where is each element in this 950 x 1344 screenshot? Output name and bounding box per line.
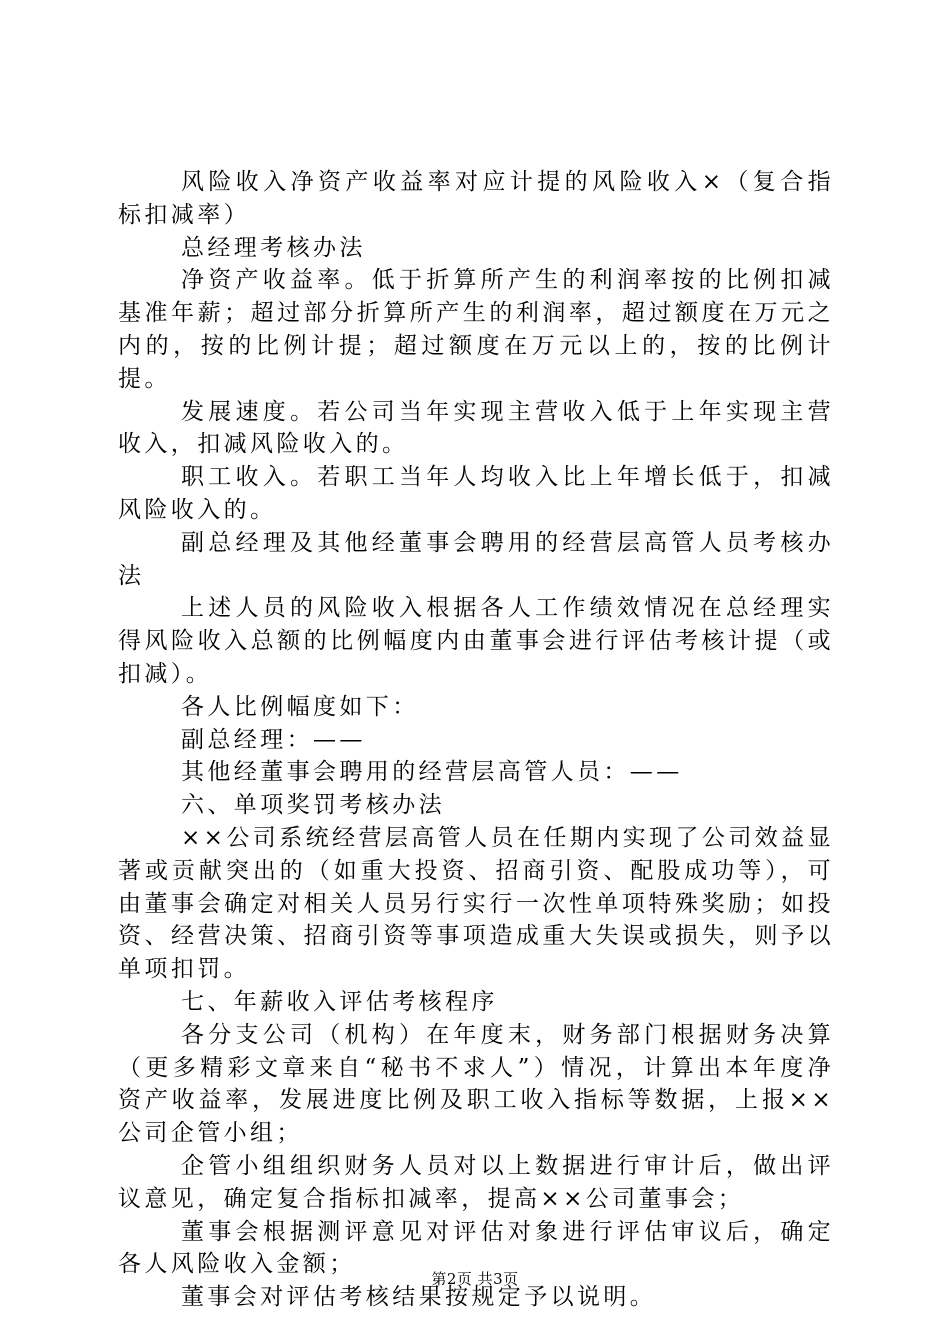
paragraph-board-explanation: 董事会对评估考核结果按规定予以说明。 bbox=[181, 1284, 657, 1311]
paragraph-rewards-penalties: ××公司系统经营层高管人员在任期内实现了公司效益显著或贡献突出的（如重大投资、招商引资、配股成功等），可由董事会确定对相关人员另行实行一次性单项特殊奖励；如投资、经营决策、招商引资等事项造成重大失误或损失，则予以单项扣罚。 bbox=[118, 824, 834, 983]
document-body bbox=[118, 166, 834, 1314]
heading-gm-assessment: 总经理考核办法 bbox=[181, 234, 366, 261]
paragraph-board-review: 董事会根据测评意见对评估对象进行评估审议后，确定各人风险收入金额； bbox=[118, 1218, 834, 1278]
paragraph-branch-reporting: 各分支公司（机构）在年度末，财务部门根据财务决算（更多精彩文章来自“秘书不求人”）情况，计算出本年度净资产收益率，发展进度比例及职工收入指标等数据，上报××公司企管小组； bbox=[118, 1021, 834, 1147]
paragraph-audit: 企管小组组织财务人员对以上数据进行审计后，做出评议意见，确定复合指标扣减率，提高××公司董事会； bbox=[118, 1152, 834, 1212]
paragraph-risk-income-formula: 风险收入净资产收益率对应计提的风险收入×（复合指标扣减率） bbox=[118, 169, 834, 228]
paragraph-deputy-gm: 副总经理：—— bbox=[181, 726, 366, 753]
page-number-footer: 第2页 共3页 bbox=[431, 1270, 519, 1288]
heading-section-six: 六、单项奖罚考核办法 bbox=[181, 792, 445, 819]
paragraph-growth-speed: 发展速度。若公司当年实现主营收入低于上年实现主营收入，扣减风险收入的。 bbox=[118, 398, 834, 458]
heading-section-seven: 七、年薪收入评估考核程序 bbox=[181, 988, 498, 1015]
paragraph-ratio-range: 各人比例幅度如下： bbox=[181, 693, 419, 720]
paragraph-roe: 净资产收益率。低于折算所产生的利润率按的比例扣减基准年薪；超过部分折算所产生的利润率，超过额度在万元之内的，按的比例计提；超过额度在万元以上的，按的比例计提。 bbox=[118, 267, 834, 392]
paragraph-deputy-risk-income: 上述人员的风险收入根据各人工作绩效情况在总经理实得风险收入总额的比例幅度内由董事会进行评估考核计提（或扣减）。 bbox=[118, 595, 834, 687]
paragraph-staff-income: 职工收入。若职工当年人均收入比上年增长低于，扣减风险收入的。 bbox=[118, 464, 834, 523]
paragraph-other-executives: 其他经董事会聘用的经营层高管人员：—— bbox=[181, 759, 683, 786]
heading-deputy-assessment: 副总经理及其他经董事会聘用的经营层高管人员考核办法 bbox=[118, 529, 834, 589]
